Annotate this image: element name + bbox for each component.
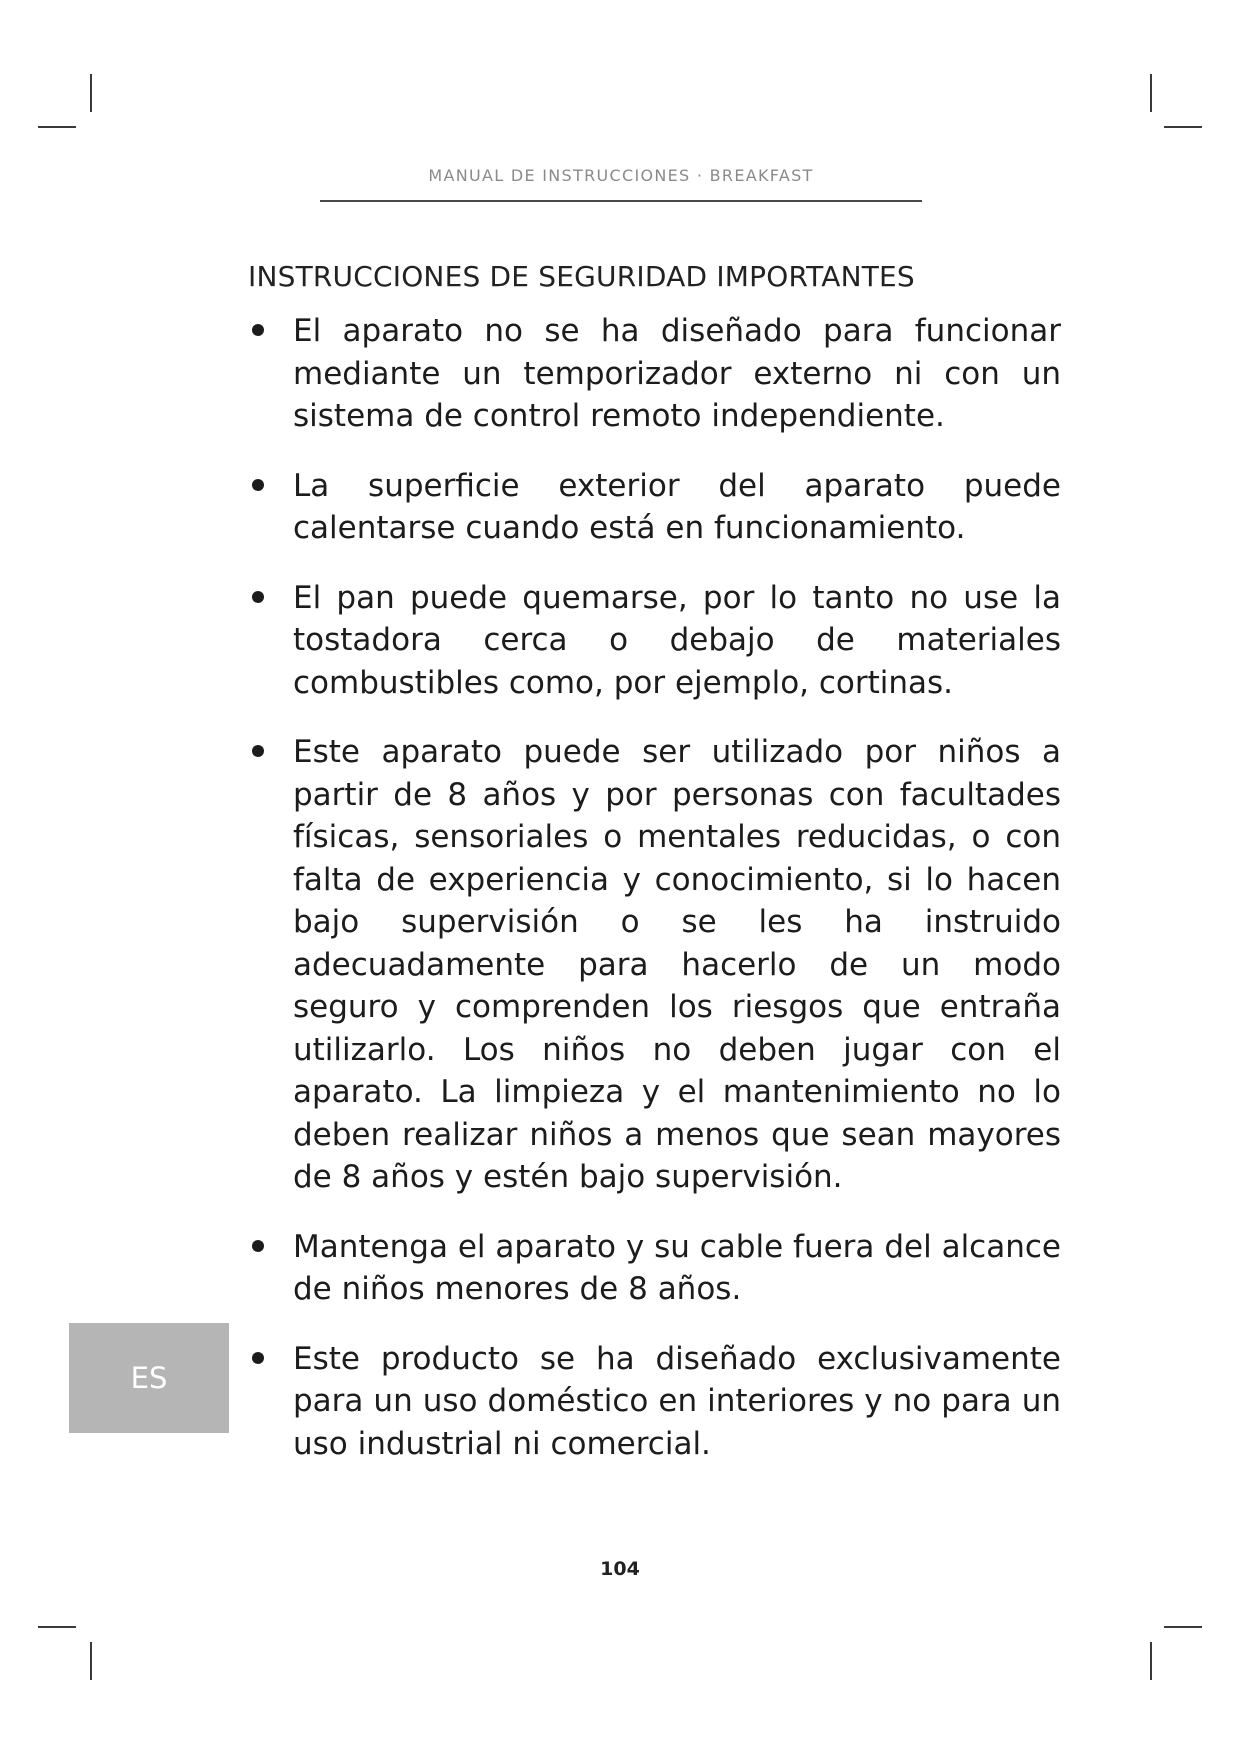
bullet-icon: [252, 479, 264, 491]
list-item: [248, 731, 1061, 1199]
crop-mark-top-left-vertical: [90, 74, 92, 112]
bullet-icon: [252, 745, 264, 757]
list-item: [248, 310, 1061, 438]
list-item-text: El aparato no se ha diseñado para funcionar mediante un temporizador externo ni con un sistema de control remoto independiente.: [293, 313, 1061, 434]
language-tab: [69, 1323, 229, 1433]
crop-mark-top-right-vertical: [1150, 74, 1152, 112]
language-tab-label: ES: [130, 1361, 168, 1395]
list-item-text: El pan puede quemarse, por lo tanto no use la tostadora cerca o debajo de materiales combustibles como, por ejemplo, cortinas.: [293, 579, 1061, 701]
list-item-text: Este aparato puede ser utilizado por niños a partir de 8 años y por personas con facultades físicas, sensoriales o mentales reducidas, o con falta de experiencia y conocimiento, si lo hacen bajo supervisión o se les ha instruido adecuadamente para hacerlo de un modo seguro y comprenden los riesgos que entraña utilizarlo. Los niños no deben jugar con el aparato. La limpieza y el mantenimiento no lo deben realizar niños a menos que sean mayores de 8 años y estén bajo supervisión.: [293, 734, 1061, 1195]
crop-mark-bottom-right-vertical: [1150, 1642, 1152, 1680]
list-item: [248, 577, 1061, 705]
bullet-icon: [252, 1352, 264, 1364]
list-item: [248, 465, 1061, 550]
crop-mark-top-right-horizontal: [1164, 126, 1202, 128]
page-number: 104: [600, 1558, 640, 1580]
list-item-text: Mantenga el aparato y su cable fuera del alcance de niños menores de 8 años.: [293, 1228, 1061, 1307]
crop-mark-bottom-left-vertical: [90, 1642, 92, 1680]
crop-mark-bottom-left-horizontal: [38, 1626, 76, 1628]
bullet-icon: [252, 591, 264, 603]
list-item-text: Este producto se ha diseñado exclusivamente para un uso doméstico en interiores y no para un uso industrial ni comercial.: [293, 1340, 1061, 1462]
bullet-icon: [252, 324, 264, 336]
bullet-icon: [252, 1240, 264, 1252]
section-title: INSTRUCCIONES DE SEGURIDAD IMPORTANTES: [248, 260, 915, 293]
list-item-text: La superficie exterior del aparato puede calentarse cuando está en funcionamiento.: [293, 467, 1061, 546]
safety-instructions-list: [248, 310, 1061, 1492]
running-header: MANUAL DE INSTRUCCIONES · BREAKFAST: [428, 166, 814, 185]
crop-mark-bottom-right-horizontal: [1164, 1626, 1202, 1628]
list-item: [248, 1338, 1061, 1466]
header-rule: [320, 200, 922, 202]
list-item: [248, 1226, 1061, 1311]
crop-mark-top-left-horizontal: [38, 126, 76, 128]
